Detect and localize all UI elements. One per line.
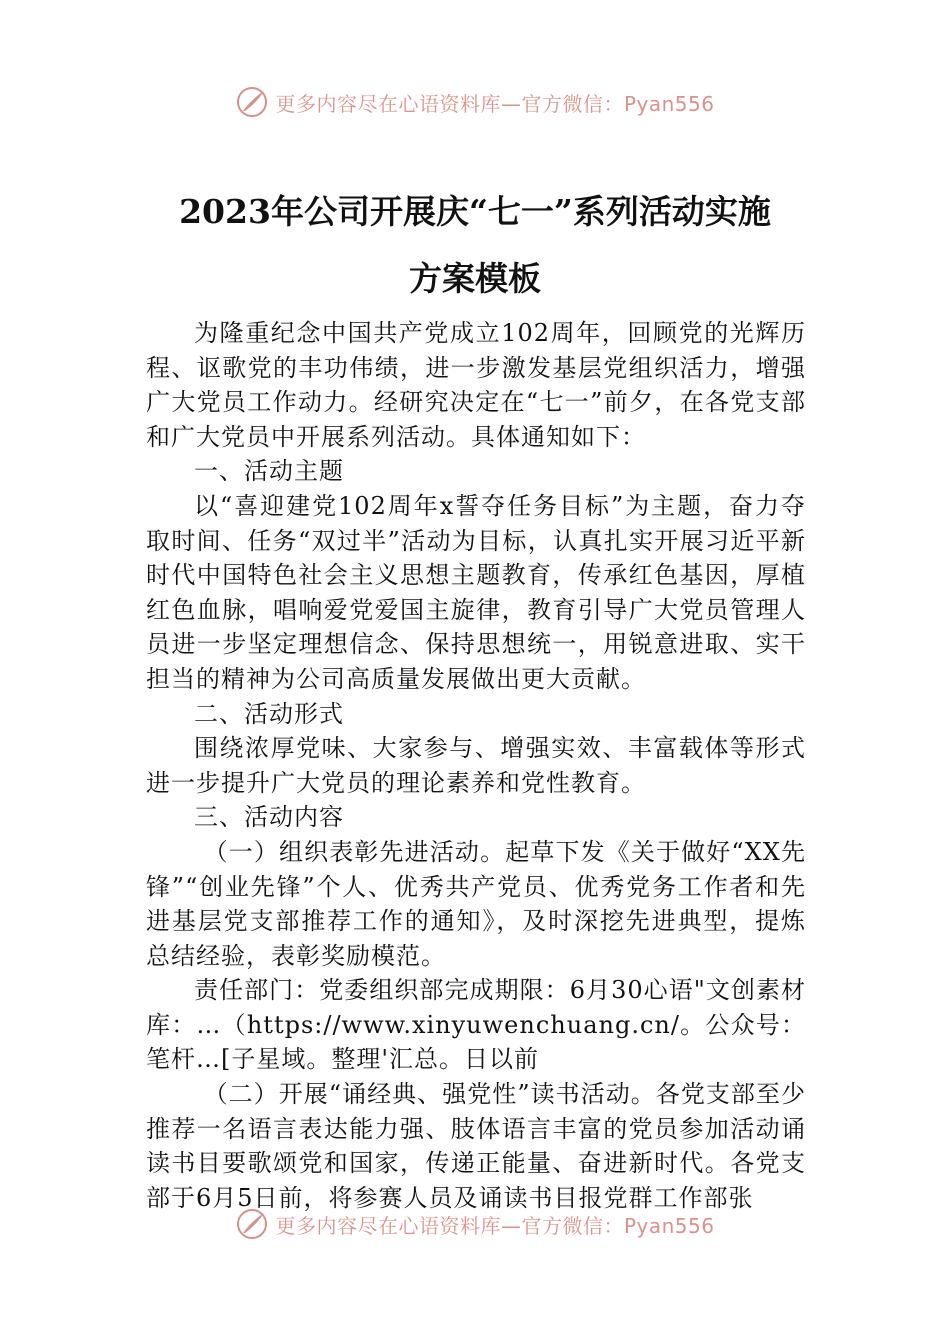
quill-logo-icon [235,85,269,119]
document-title-line2: 方案模板 [409,259,541,298]
watermark-text: 更多内容尽在心语资料库—官方微信：Pyan556 [275,1213,715,1238]
watermark-text: 更多内容尽在心语资料库—官方微信：Pyan556 [275,91,715,116]
form-paragraph: 围绕浓厚党味、大家参与、增强实效、丰富载体等形式进一步提升广大党员的理论素养和党性教育。 [146,734,806,797]
theme-paragraph: 以“喜迎建党102周年x誓夺任务目标”为主题，奋力夺取时间、任务“双过半”活动为目标，认真扎实开展习近平新时代中国特色社会主义思想主题教育，传承红色基因，厚植红色血脉，唱响爱党爱国主旋律，教育引导广大党员管理人员进一步坚定理想信念、保持思想统一，用锐意进取、实干担当的精神为公司高质量发展做出更大贡献。 [146,491,806,693]
document-body [146,316,806,1215]
section-heading-form: 二、活动形式 [194,699,344,728]
quill-logo-icon [235,1207,269,1241]
watermark-header [0,82,950,122]
content-item-1: （一）组织表彰先进活动。起草下发《关于做好“XX先锋”“创业先锋”个人、优秀共产党员、优秀党务工作者和先进基层党支部推荐工作的通知》，及时深挖先进典型，提炼总结经验，表彰奖励模范。 [146,837,806,970]
document-title-line1: 2023年公司开展庆“七一”系列活动实施 [179,192,771,231]
content-item-2: （二）开展“诵经典、强党性”读书活动。各党支部至少推荐一名语言表达能力强、肢体语言丰富的党员参加活动诵读书目要歌颂党和国家，传递正能量、奋进新时代。各党支部于6月5日前，将参赛人员及诵读书目报党群工作部张 [146,1080,806,1212]
section-heading-content: 三、活动内容 [194,803,344,832]
intro-paragraph: 为隆重纪念中国共产党成立102周年，回顾党的光辉历程、讴歌党的丰功伟绩，进一步激发基层党组织活力，增强广大党员工作动力。经研究决定在“七一”前夕，在各党支部和广大党员中开展系列活动。具体通知如下： [146,319,806,451]
responsibility-paragraph: 责任部门：党委组织部完成期限：6月30心语"文创素材库：…（https://www.xinyuwenchuang.cn/。公众号：笔杆…[子星域。整理'汇总。日以前 [146,976,806,1074]
watermark-footer [0,1204,950,1244]
section-heading-theme: 一、活动主题 [194,457,344,486]
